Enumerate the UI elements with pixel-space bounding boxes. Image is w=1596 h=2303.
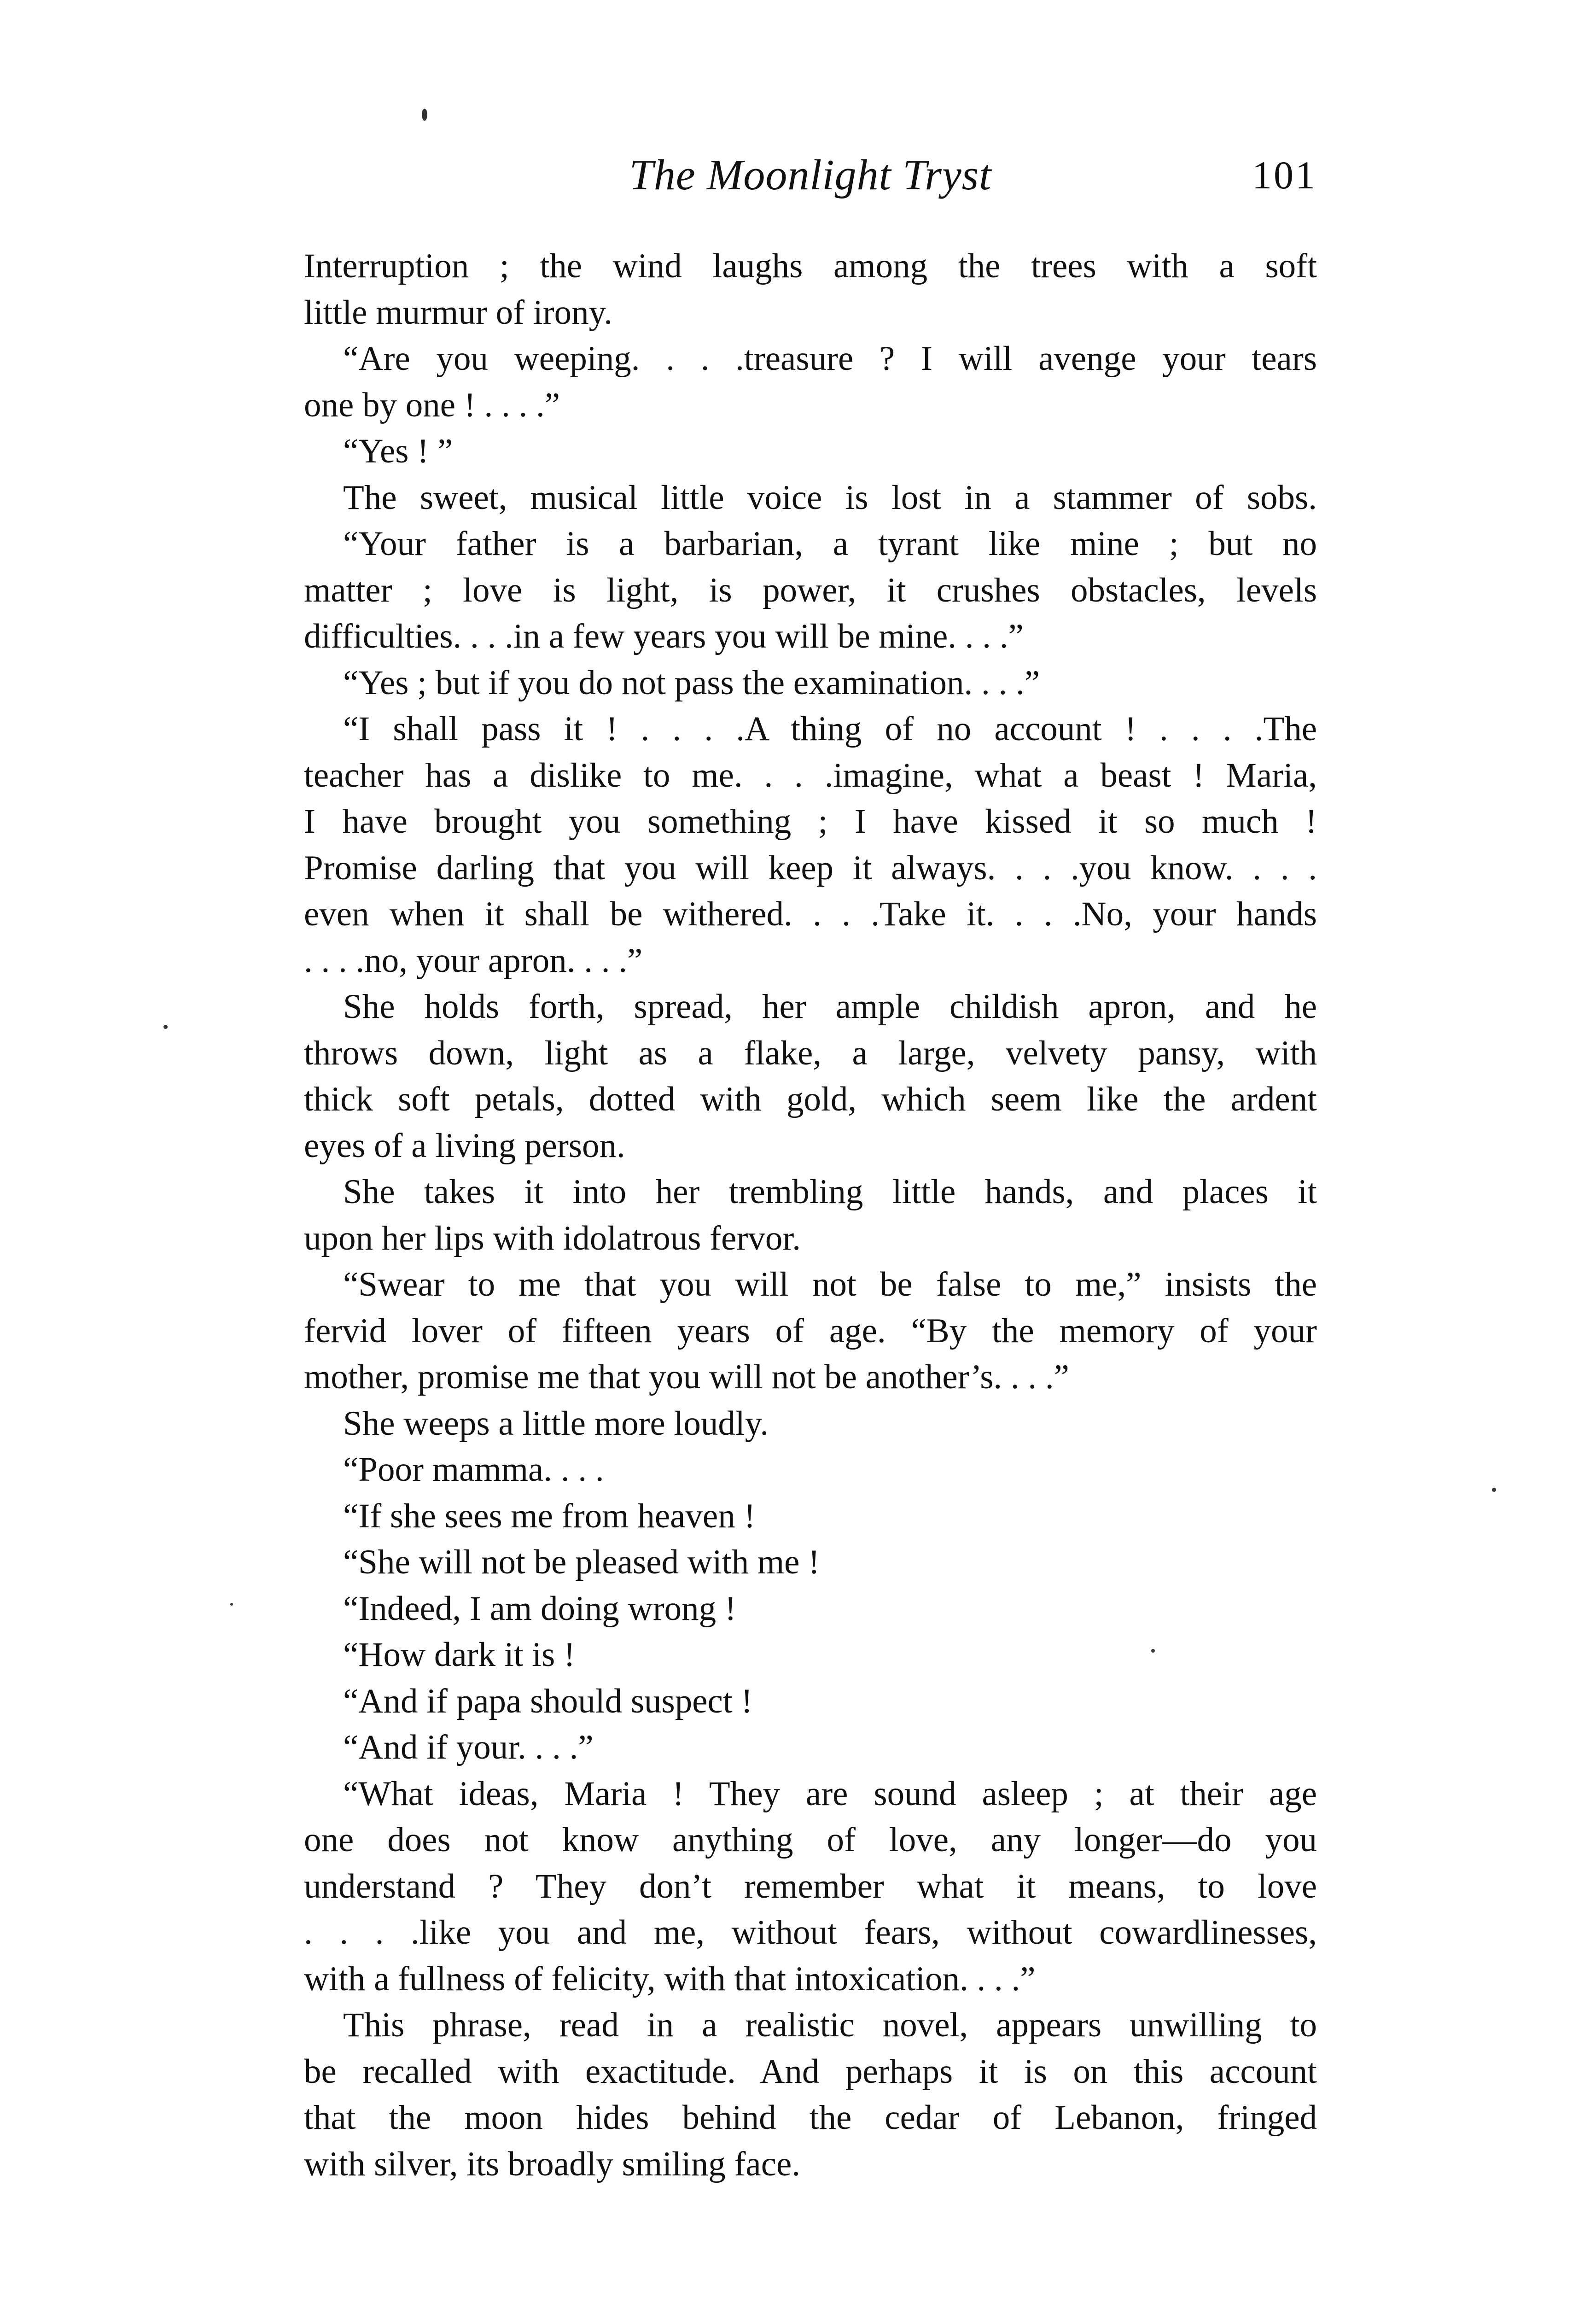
text-line: Interruption ; the wind laughs among the trees with a soft xyxy=(304,247,1317,285)
ink-speck xyxy=(230,1603,233,1606)
text-line: This phrase, read in a realistic novel, appears unwilling to xyxy=(343,2006,1317,2044)
text-line: “Are you weeping. . . .treasure ? I will avenge your tears xyxy=(343,339,1317,378)
text-line: fervid lover of fifteen years of age. “By the memory of your xyxy=(304,1311,1317,1350)
text-line: with a fullness of felicity, with that intoxication. . . .” xyxy=(304,1959,1036,1998)
page-number: 101 xyxy=(1252,153,1317,197)
text-line: “I shall pass it ! . . . .A thing of no account ! . . . .The xyxy=(343,710,1317,748)
text-line: “Yes ; but if you do not pass the examination. . . .” xyxy=(343,663,1040,702)
text-line: “And if papa should suspect ! xyxy=(343,1682,753,1720)
text-line: upon her lips with idolatrous fervor. xyxy=(304,1219,801,1257)
text-line: matter ; love is light, is power, it crushes obstacles, levels xyxy=(304,571,1317,609)
body-text xyxy=(304,243,1317,2187)
text-line: “And if your. . . .” xyxy=(343,1728,594,1766)
text-line: that the moon hides behind the cedar of Lebanon, fringed xyxy=(304,2098,1317,2137)
text-line: with silver, its broadly smiling face. xyxy=(304,2145,801,2183)
text-line: “What ideas, Maria ! They are sound asleep ; at their age xyxy=(343,1774,1317,1813)
text-line: “Indeed, I am doing wrong ! xyxy=(343,1589,736,1628)
text-line: She takes it into her trembling little hands, and places it xyxy=(343,1173,1317,1211)
text-line: one does not know anything of love, any longer—do you xyxy=(304,1821,1317,1859)
text-line: eyes of a living person. xyxy=(304,1126,625,1165)
running-head xyxy=(304,143,1317,207)
text-line: “Poor mamma. . . . xyxy=(343,1450,604,1489)
text-line: “Your father is a barbarian, a tyrant like mine ; but no xyxy=(343,525,1317,563)
text-line: teacher has a dislike to me. . . .imagine, what a beast ! Maria, xyxy=(304,756,1317,795)
text-line: “Swear to me that you will not be false to me,” insists the xyxy=(343,1265,1317,1303)
text-line: Promise darling that you will keep it always. . . .you know. . . . xyxy=(304,848,1317,887)
text-line: “If she sees me from heaven ! xyxy=(343,1496,756,1535)
text-line: be recalled with exactitude. And perhaps it is on this account xyxy=(304,2052,1317,2091)
text-line: thick soft petals, dotted with gold, which seem like the ardent xyxy=(304,1080,1317,1118)
text-line: difficulties. . . .in a few years you will be mine. . . .” xyxy=(304,617,1024,655)
text-line: I have brought you something ; I have kissed it so much ! xyxy=(304,802,1317,841)
ink-speck xyxy=(1492,1488,1496,1492)
text-line: . . . .like you and me, without fears, without cowardlinesses, xyxy=(304,1913,1317,1952)
text-line: “Yes ! ” xyxy=(343,432,453,470)
text-line: mother, promise me that you will not be another’s. . . .” xyxy=(304,1358,1069,1396)
ink-speck xyxy=(163,1025,168,1029)
text-line: even when it shall be withered. . . .Take it. . . .No, your hands xyxy=(304,895,1317,933)
text-line: She weeps a little more loudly. xyxy=(343,1404,769,1443)
text-line: . . . .no, your apron. . . .” xyxy=(304,941,643,980)
running-title: The Moonlight Tryst xyxy=(629,151,992,199)
text-line: throws down, light as a flake, a large, velvety pansy, with xyxy=(304,1034,1317,1072)
text-line: She holds forth, spread, her ample childish apron, and he xyxy=(343,988,1317,1026)
ink-speck xyxy=(422,109,427,121)
text-line: understand ? They don’t remember what it means, to love xyxy=(304,1867,1317,1906)
text-line: The sweet, musical little voice is lost in a stammer of sobs. xyxy=(343,478,1317,517)
text-line: little murmur of irony. xyxy=(304,293,613,332)
text-line: one by one ! . . . .” xyxy=(304,386,560,424)
text-line: “She will not be pleased with me ! xyxy=(343,1543,820,1581)
text-line: “How dark it is ! xyxy=(343,1636,576,1674)
